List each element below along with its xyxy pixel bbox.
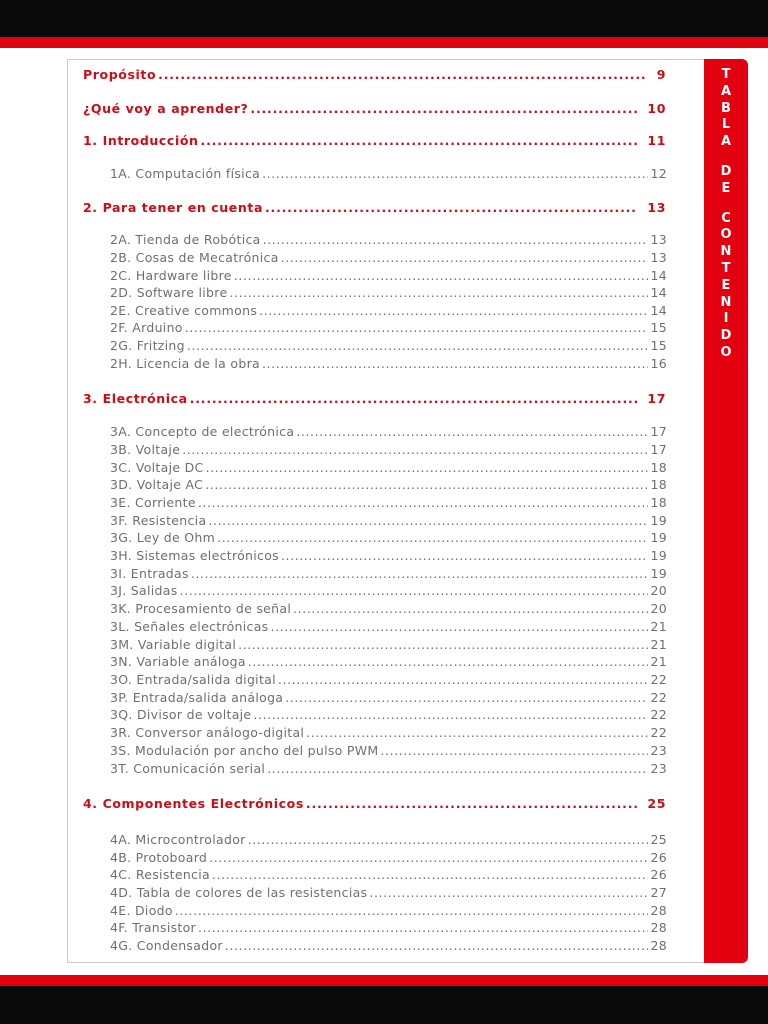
- toc-section-entry[interactable]: [83, 133, 666, 148]
- toc-entry-label: 2F. Arduino: [110, 320, 183, 335]
- toc-entry-label: 3J. Salidas: [110, 583, 178, 598]
- side-tab-letter: E: [721, 180, 731, 196]
- toc-entry-page-number: 25: [647, 796, 666, 811]
- toc-subsection-entry[interactable]: [110, 285, 667, 300]
- toc-entry-page-number: 27: [650, 885, 667, 900]
- toc-subsection-entry[interactable]: [110, 619, 667, 634]
- toc-dot-leader: [262, 356, 649, 371]
- toc-entry-label: 3P. Entrada/salida análoga: [110, 690, 284, 705]
- toc-entry-page-number: 17: [650, 442, 667, 457]
- toc-entry-label: 3B. Voltaje: [110, 442, 181, 457]
- toc-subsection-entry[interactable]: [110, 920, 667, 935]
- toc-entry-label: 2C. Hardware libre: [110, 268, 232, 283]
- toc-entry-label: 3H. Sistemas electrónicos: [110, 548, 279, 563]
- toc-entry-label: 4C. Resistencia: [110, 867, 210, 882]
- toc-entry-label: Propósito: [83, 67, 157, 82]
- toc-dot-leader: [253, 707, 648, 722]
- toc-subsection-entry[interactable]: [110, 867, 667, 882]
- toc-entry-page-number: 14: [650, 285, 667, 300]
- toc-subsection-entry[interactable]: [110, 424, 667, 439]
- toc-dot-leader: [296, 424, 648, 439]
- toc-entry-label: 4G. Condensador: [110, 938, 223, 953]
- toc-entry-label: 4. Componentes Electrónicos: [83, 796, 304, 811]
- toc-dot-leader: [217, 530, 648, 545]
- toc-dot-leader: [281, 250, 649, 265]
- side-tab-letter: N: [720, 294, 732, 310]
- toc-entry-label: 2B. Cosas de Mecatrónica: [110, 250, 279, 265]
- toc-entry-page-number: 26: [650, 850, 667, 865]
- toc-entry-label: 3G. Ley de Ohm: [110, 530, 216, 545]
- toc-dot-leader: [208, 513, 648, 528]
- side-tab-letter: B: [721, 100, 731, 116]
- toc-subsection-entry[interactable]: [110, 303, 667, 318]
- toc-entry-label: 3M. Variable digital: [110, 637, 237, 652]
- toc-entry-page-number: 23: [650, 761, 667, 776]
- toc-dot-leader: [175, 903, 649, 918]
- toc-dot-leader: [180, 583, 649, 598]
- toc-entry-page-number: 21: [650, 654, 667, 669]
- toc-entry-label: 3O. Entrada/salida digital: [110, 672, 276, 687]
- toc-entry-page-number: 9: [656, 67, 666, 82]
- toc-dot-leader: [158, 67, 647, 82]
- toc-entry-page-number: 20: [650, 583, 667, 598]
- toc-dot-leader: [293, 601, 648, 616]
- toc-subsection-entry[interactable]: [110, 356, 667, 371]
- toc-entry-page-number: 13: [650, 250, 667, 265]
- toc-entry-page-number: 21: [650, 637, 667, 652]
- toc-entry-page-number: 15: [650, 320, 667, 335]
- toc-subsection-entry[interactable]: [110, 232, 667, 247]
- toc-entry-label: 4D. Tabla de colores de las resistencias: [110, 885, 368, 900]
- toc-entry-page-number: 22: [650, 672, 667, 687]
- top-black-band: [0, 0, 768, 37]
- toc-section-entry[interactable]: [83, 67, 666, 82]
- toc-subsection-entry[interactable]: [110, 495, 667, 510]
- toc-entry-page-number: 10: [647, 101, 666, 116]
- toc-entry-label: 3K. Procesamiento de señal: [110, 601, 292, 616]
- bottom-black-band: [0, 986, 768, 1024]
- toc-dot-leader: [225, 938, 649, 953]
- toc-entry-page-number: 19: [650, 513, 667, 528]
- toc-subsection-entry[interactable]: [110, 338, 667, 353]
- toc-entry-page-number: 11: [647, 133, 666, 148]
- toc-section-entry[interactable]: [83, 796, 666, 811]
- toc-entry-page-number: 18: [650, 495, 667, 510]
- side-tab-letter: D: [720, 164, 732, 179]
- toc-entry-label: 2D. Software libre: [110, 285, 228, 300]
- top-red-stripe: [0, 37, 768, 48]
- bottom-red-stripe: [0, 975, 768, 986]
- toc-entry-label: 1. Introducción: [83, 133, 199, 148]
- toc-entry-label: 4B. Protoboard: [110, 850, 208, 865]
- toc-entry-label: 3S. Modulación por ancho del pulso PWM: [110, 743, 379, 758]
- toc-dot-leader: [191, 566, 649, 581]
- toc-dot-leader: [201, 133, 638, 148]
- toc-subsection-entry[interactable]: [110, 548, 667, 563]
- toc-entry-page-number: 18: [650, 460, 667, 475]
- toc-subsection-entry[interactable]: [110, 320, 667, 335]
- side-tab-letter: O: [720, 227, 732, 243]
- toc-subsection-entry[interactable]: [110, 601, 667, 616]
- toc-entry-page-number: 22: [650, 690, 667, 705]
- side-tab-letter: L: [721, 117, 731, 133]
- toc-dot-leader: [187, 338, 649, 353]
- toc-entry-label: 2. Para tener en cuenta: [83, 200, 263, 215]
- toc-entry-label: 1A. Computación física: [110, 166, 261, 181]
- toc-entry-page-number: 28: [650, 903, 667, 918]
- toc-dot-leader: [209, 850, 648, 865]
- toc-entry-page-number: 14: [650, 303, 667, 318]
- toc-dot-leader: [190, 391, 638, 406]
- toc-dot-leader: [205, 477, 648, 492]
- toc-dot-leader: [281, 548, 649, 563]
- toc-dot-leader: [198, 920, 648, 935]
- toc-dot-leader: [267, 761, 648, 776]
- toc-entry-label: 3F. Resistencia: [110, 513, 207, 528]
- toc-entry-page-number: 28: [650, 938, 667, 953]
- toc-entry-page-number: 13: [647, 200, 666, 215]
- toc-dot-leader: [278, 672, 649, 687]
- toc-entry-label: 3C. Voltaje DC: [110, 460, 204, 475]
- toc-entry-label: 3Q. Divisor de voltaje: [110, 707, 252, 722]
- toc-entry-label: 3D. Voltaje AC: [110, 477, 204, 492]
- toc-dot-leader: [248, 654, 649, 669]
- toc-entry-label: 2H. Licencia de la obra: [110, 356, 260, 371]
- toc-entry-label: 4F. Transistor: [110, 920, 196, 935]
- toc-entry-page-number: 12: [650, 166, 667, 181]
- toc-entry-page-number: 21: [650, 619, 667, 634]
- toc-dot-leader: [229, 285, 648, 300]
- toc-entry-page-number: 19: [650, 566, 667, 581]
- toc-frame: [67, 59, 704, 963]
- toc-dot-leader: [285, 690, 648, 705]
- toc-entry-label: 3T. Comunicación serial: [110, 761, 266, 776]
- toc-section-entry[interactable]: [83, 200, 666, 215]
- side-tab-tabla-de-contenido: [704, 59, 748, 963]
- toc-subsection-entry[interactable]: [110, 460, 667, 475]
- toc-dot-leader: [262, 166, 648, 181]
- toc-entry-page-number: 25: [650, 832, 667, 847]
- side-tab-letter: D: [720, 328, 732, 344]
- side-tab-letter: I: [723, 311, 729, 327]
- toc-subsection-entry[interactable]: [110, 903, 667, 918]
- toc-subsection-entry[interactable]: [110, 850, 667, 865]
- toc-dot-leader: [182, 442, 648, 457]
- toc-entry-page-number: 17: [650, 424, 667, 439]
- toc-subsection-entry[interactable]: [110, 637, 667, 652]
- toc-entry-label: 3N. Variable análoga: [110, 654, 246, 669]
- toc-entry-label: 4E. Diodo: [110, 903, 173, 918]
- toc-dot-leader: [198, 495, 649, 510]
- toc-subsection-entry[interactable]: [110, 654, 667, 669]
- toc-section-entry[interactable]: [83, 101, 666, 116]
- toc-dot-leader: [212, 867, 649, 882]
- toc-section-entry[interactable]: [83, 391, 666, 406]
- toc-subsection-entry[interactable]: [110, 530, 667, 545]
- toc-subsection-entry[interactable]: [110, 707, 667, 722]
- toc-dot-leader: [369, 885, 648, 900]
- side-tab-letter: T: [721, 67, 731, 82]
- toc-subsection-entry[interactable]: [110, 690, 667, 705]
- side-tab-letter: O: [720, 345, 732, 360]
- toc-entry-page-number: 22: [650, 725, 667, 740]
- toc-subsection-entry[interactable]: [110, 832, 667, 847]
- toc-dot-leader: [248, 832, 649, 847]
- toc-entry-page-number: 28: [650, 920, 667, 935]
- toc-dot-leader: [250, 101, 637, 116]
- toc-subsection-entry[interactable]: [110, 885, 667, 900]
- side-tab-letter: T: [721, 261, 731, 276]
- side-tab-letter: A: [720, 134, 732, 150]
- toc-entry-page-number: 14: [650, 268, 667, 283]
- toc-entry-page-number: 22: [650, 707, 667, 722]
- toc-entry-page-number: 26: [650, 867, 667, 882]
- toc-entry-label: 2A. Tienda de Robótica: [110, 232, 261, 247]
- toc-entry-page-number: 20: [650, 601, 667, 616]
- toc-entry-page-number: 17: [647, 391, 666, 406]
- toc-subsection-entry[interactable]: [110, 513, 667, 528]
- toc-entry-page-number: 16: [650, 356, 667, 371]
- toc-dot-leader: [306, 725, 648, 740]
- side-tab-letter: E: [721, 277, 731, 293]
- toc-dot-leader: [306, 796, 637, 811]
- toc-subsection-entry[interactable]: [110, 268, 667, 283]
- toc-entry-label: 3A. Concepto de electrónica: [110, 424, 295, 439]
- toc-subsection-entry[interactable]: [110, 761, 667, 776]
- toc-entry-page-number: 19: [650, 530, 667, 545]
- toc-dot-leader: [259, 303, 648, 318]
- toc-entry-label: 3R. Conversor análogo-digital: [110, 725, 305, 740]
- toc-dot-leader: [234, 268, 649, 283]
- toc-dot-leader: [265, 200, 637, 215]
- toc-entry-page-number: 23: [650, 743, 667, 758]
- toc-entry-page-number: 15: [650, 338, 667, 353]
- toc-subsection-entry[interactable]: [110, 938, 667, 953]
- side-tab-letter: A: [720, 83, 732, 99]
- toc-entry-label: 2E. Creative commons: [110, 303, 258, 318]
- toc-subsection-entry[interactable]: [110, 250, 667, 265]
- toc-entry-label: 3E. Corriente: [110, 495, 196, 510]
- toc-dot-leader: [263, 232, 649, 247]
- toc-dot-leader: [380, 743, 648, 758]
- toc-entry-label: 2G. Fritzing: [110, 338, 185, 353]
- toc-entry-label: 3L. Señales electrónicas: [110, 619, 269, 634]
- toc-dot-leader: [271, 619, 649, 634]
- toc-subsection-entry[interactable]: [110, 477, 667, 492]
- toc-dot-leader: [185, 320, 649, 335]
- toc-subsection-entry[interactable]: [110, 166, 667, 181]
- toc-dot-leader: [238, 637, 648, 652]
- toc-subsection-entry[interactable]: [110, 442, 667, 457]
- side-tab-letter: C: [721, 210, 731, 226]
- toc-subsection-entry[interactable]: [110, 725, 667, 740]
- side-tab-letter: N: [720, 244, 732, 260]
- toc-entry-page-number: 19: [650, 548, 667, 563]
- toc-entry-label: 3I. Entradas: [110, 566, 189, 581]
- toc-entry-label: 3. Electrónica: [83, 391, 188, 406]
- toc-subsection-entry[interactable]: [110, 566, 667, 581]
- toc-entry-page-number: 18: [650, 477, 667, 492]
- toc-entry-label: ¿Qué voy a aprender?: [83, 101, 249, 116]
- toc-entry-label: 4A. Microcontrolador: [110, 832, 246, 847]
- toc-dot-leader: [206, 460, 649, 475]
- toc-subsection-entry[interactable]: [110, 743, 667, 758]
- toc-subsection-entry[interactable]: [110, 672, 667, 687]
- toc-subsection-entry[interactable]: [110, 583, 667, 598]
- toc-entry-page-number: 13: [650, 232, 667, 247]
